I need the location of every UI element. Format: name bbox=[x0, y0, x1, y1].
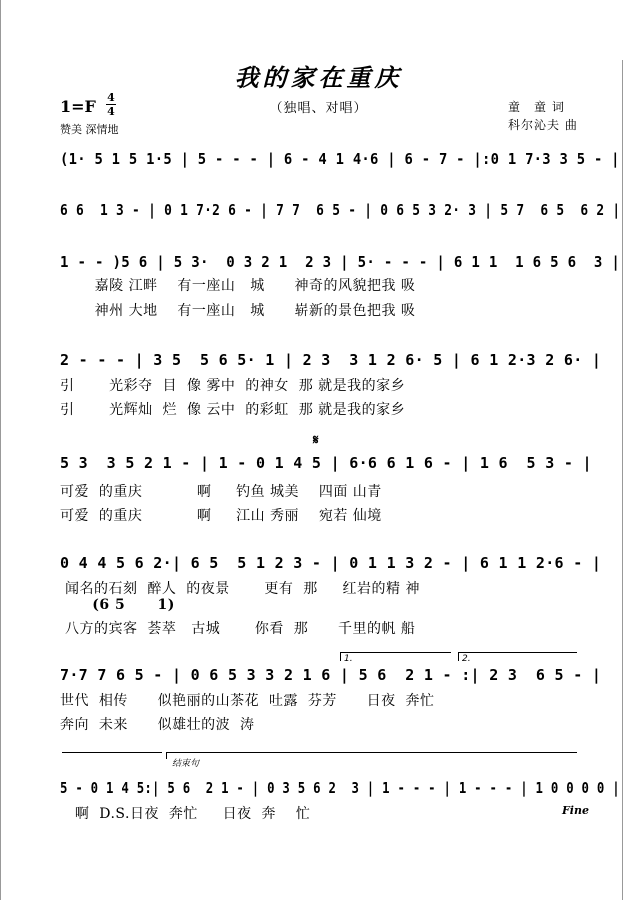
notation-line: 2 - - - | 3 5 5 6 5· 1 | 2 3 3 1 2 6· 5 | 6 1 2·3 2 6· | bbox=[60, 351, 602, 369]
volta-1-label: 1. bbox=[344, 654, 353, 664]
notation-line: 5 3 3 5 2 1 - | 1 - 0 1 4 5 | 6·6 6 1 6 - | 1 6 5 3 - | bbox=[60, 454, 592, 472]
time-signature-bottom: 4 bbox=[107, 105, 115, 118]
composer-credit: 科尔沁夫 曲 bbox=[508, 118, 578, 132]
alternate-notes: (6 5 1) bbox=[60, 597, 175, 613]
notation-line: 0 4 4 5 6 2·| 6 5 5 1 2 3 - | 0 1 1 3 2 - | 6 1 1 2·6 - | bbox=[60, 554, 602, 572]
lyricist-credit: 童 童 词 bbox=[508, 100, 565, 114]
page-edge-line bbox=[622, 60, 623, 900]
time-signature-top: 4 bbox=[107, 91, 115, 104]
segno-mark: 𝄋 bbox=[313, 433, 319, 448]
source-label: 赞美 深情地 bbox=[60, 123, 119, 136]
lyric-line: 可爱 的重庆 啊 江山 秀丽 宛若 仙境 bbox=[60, 508, 382, 524]
lyric-line: 啊 D.S.日夜 奔忙 日夜 奔 忙 bbox=[60, 806, 311, 822]
lyric-line: 神州 大地 有一座山 城 崭新的景色把我 吸 bbox=[60, 303, 416, 319]
notation-line: 1 - - )5 6 | 5 3· 0 3 2 1 2 3 | 5· - - - | 6 1 1 1 6 5 6 3 | bbox=[60, 253, 621, 271]
lyric-line: 可爱 的重庆 啊 钓鱼 城美 四面 山青 bbox=[60, 484, 382, 500]
time-signature bbox=[106, 92, 116, 117]
lyric-line: 引 光彩夺 目 像 雾中 的神女 那 就是我的家乡 bbox=[60, 378, 406, 394]
lyric-line: 引 光辉灿 烂 像 云中 的彩虹 那 就是我的家乡 bbox=[60, 402, 406, 418]
volta-2-label: 2. bbox=[462, 654, 471, 664]
fine-mark: Fine bbox=[562, 804, 589, 817]
song-title: 我的家在重庆 bbox=[234, 63, 403, 92]
volta-bracket-1 bbox=[340, 652, 451, 661]
notation-line: (1· 5 1 5 1·5 | 5 - - - | 6 - 4 1 4·6 | 6 - 7 - |:0 1 7·3 3 5 - | bbox=[60, 150, 620, 168]
lyric-line: 嘉陵 江畔 有一座山 城 神奇的风貌把我 吸 bbox=[60, 278, 416, 294]
notation-line: 6 6 1 3 - | 0 1 7·2 6 - | 7 7 6 5 - | 0 6 5 3 2· 3 | 5 7 6 5 6 2 | bbox=[60, 201, 621, 219]
repeat-bracket bbox=[62, 752, 162, 759]
ending-label: 结束句 bbox=[172, 759, 200, 769]
lyric-line: 世代 相传 似艳丽的山茶花 吐露 芬芳 日夜 奔忙 bbox=[60, 693, 435, 709]
notation-line: 5 - 0 1 4 5:| 5 6 2 1 - | 0 3 5 6 2 3 | 1 - - - | 1 - - - | 1 0 0 0 0 | bbox=[60, 779, 620, 797]
ending-bracket bbox=[166, 752, 577, 759]
key-signature: 1=F bbox=[60, 97, 96, 116]
lyric-line: 闻名的石刻 醉人 的夜景 更有 那 红岩的精 神 bbox=[60, 581, 421, 597]
song-subtitle: （独唱、对唱） bbox=[269, 101, 368, 116]
lyric-line: 奔向 未来 似雄壮的波 涛 bbox=[60, 717, 255, 733]
page-edge-line bbox=[0, 0, 1, 900]
notation-line: 7·7 7 6 5 - | 0 6 5 3 3 2 1 6 | 5 6 2 1 - :| 2 3 6 5 - | bbox=[60, 666, 602, 684]
volta-bracket-2 bbox=[458, 652, 577, 661]
lyric-line: 八方的宾客 荟萃 古城 你看 那 千里的帆 船 bbox=[60, 621, 416, 637]
